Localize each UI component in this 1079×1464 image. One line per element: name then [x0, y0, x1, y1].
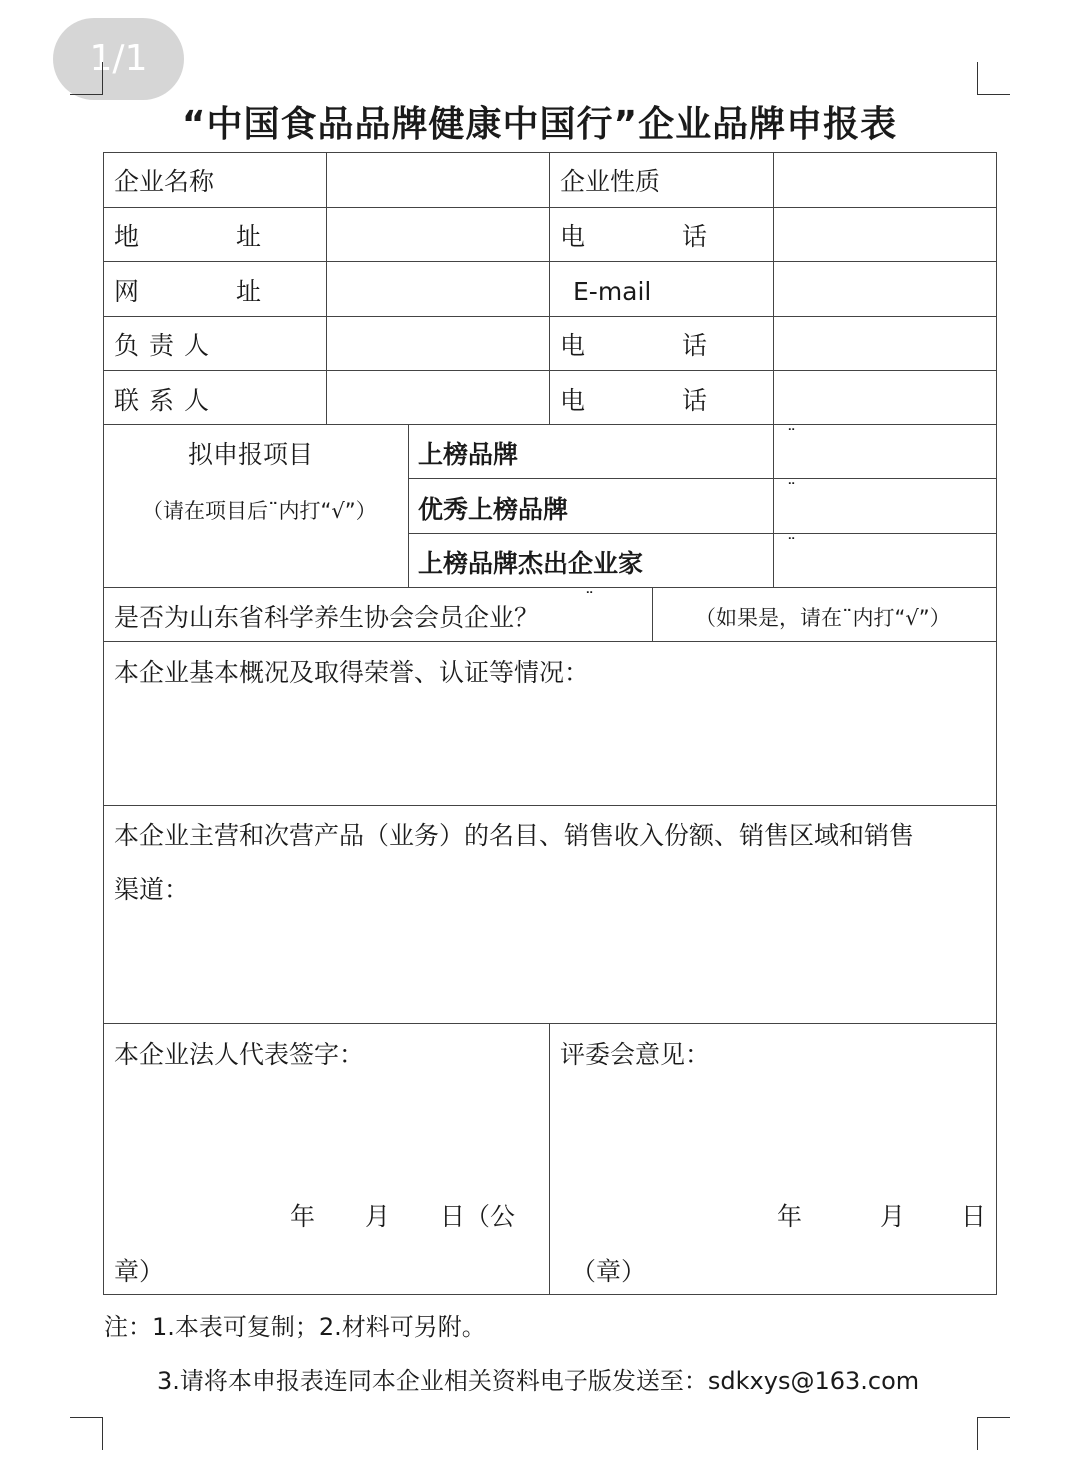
- crop-mark-top-left: [70, 62, 103, 95]
- crop-mark-bottom-left: [70, 1417, 103, 1450]
- committee-date-year: 年: [777, 1202, 803, 1231]
- company-type-label: 企业性质: [560, 167, 661, 196]
- person-in-charge-field[interactable]: [327, 317, 548, 369]
- row-divider: [103, 424, 997, 425]
- legal-seal-label: 章）: [114, 1257, 165, 1286]
- legal-date-line: 年 月 日（公: [290, 1202, 516, 1231]
- overview-label: 本企业基本概况及取得荣誉、认证等情况：: [114, 658, 590, 687]
- project-option-label: 上榜品牌杰出企业家: [418, 549, 644, 578]
- project-checkbox[interactable]: ¨: [787, 535, 796, 556]
- row-divider: [408, 478, 997, 479]
- column-divider: [652, 587, 653, 641]
- row-divider: [103, 805, 997, 806]
- membership-checkbox[interactable]: ¨: [585, 589, 594, 610]
- footnote-2: 3.请将本申报表连同本企业相关资料电子版发送至：sdkxys@163.com: [157, 1367, 920, 1395]
- email-label: E-mail: [573, 277, 652, 306]
- phone-label: 电 话: [560, 386, 744, 415]
- project-option-label: 优秀上榜品牌: [418, 495, 569, 524]
- company-name-field[interactable]: [327, 153, 548, 206]
- membership-question: 是否为山东省科学养生协会会员企业？: [114, 603, 540, 632]
- overview-field[interactable]: [104, 695, 995, 803]
- projects-instruction: （请在项目后¨内打“√”）: [142, 499, 377, 523]
- committee-opinion-field[interactable]: [551, 1075, 995, 1195]
- column-divider: [549, 1023, 550, 1294]
- membership-note: （如果是，请在¨内打“√”）: [695, 606, 951, 630]
- company-name-label: 企业名称: [114, 167, 215, 196]
- address-label: 地 址: [114, 222, 298, 251]
- address-field[interactable]: [327, 208, 548, 260]
- table-border-right: [996, 152, 997, 1294]
- column-divider: [408, 424, 409, 587]
- row-divider: [408, 533, 997, 534]
- person-in-charge-phone-field[interactable]: [774, 317, 995, 369]
- contact-field[interactable]: [327, 371, 548, 423]
- footnote-1: 注：1.本表可复制；2.材料可另附。: [104, 1313, 486, 1341]
- contact-label: 联系人: [114, 386, 220, 415]
- phone-label: 电 话: [560, 331, 744, 360]
- committee-date-month: 月: [880, 1202, 906, 1231]
- products-label: 本企业主营和次营产品（业务）的名目、销售收入份额、销售区域和销售: [114, 821, 915, 850]
- website-label: 网 址: [114, 277, 298, 306]
- phone-field[interactable]: [774, 208, 995, 260]
- projects-label: 拟申报项目: [188, 440, 314, 469]
- page-indicator[interactable]: 1/1: [53, 18, 184, 100]
- legal-representative-signature-label: 本企业法人代表签字：: [114, 1040, 365, 1069]
- row-divider: [103, 641, 997, 642]
- crop-mark-top-right: [977, 62, 1010, 95]
- website-field[interactable]: [327, 262, 548, 315]
- row-divider: [103, 587, 997, 588]
- committee-seal-label: （章）: [571, 1257, 647, 1286]
- crop-mark-bottom-right: [977, 1417, 1010, 1450]
- committee-date-day: 日: [961, 1202, 987, 1231]
- legal-representative-signature-field[interactable]: [104, 1075, 547, 1195]
- form-title: “中国食品品牌健康中国行”企业品牌申报表: [181, 104, 898, 145]
- contact-phone-field[interactable]: [774, 371, 995, 423]
- phone-label: 电 话: [560, 222, 744, 251]
- company-type-field[interactable]: [774, 153, 995, 206]
- project-checkbox[interactable]: ¨: [787, 480, 796, 501]
- email-field[interactable]: [774, 262, 995, 315]
- project-checkbox[interactable]: ¨: [787, 426, 796, 447]
- row-divider: [103, 1023, 997, 1024]
- person-in-charge-label: 负责人: [114, 331, 220, 360]
- project-option-label: 上榜品牌: [418, 440, 519, 469]
- column-divider: [549, 152, 550, 424]
- products-label-continued: 渠道：: [114, 875, 190, 904]
- table-border-bottom: [103, 1294, 997, 1295]
- committee-opinion-label: 评委会意见：: [560, 1040, 711, 1069]
- products-field[interactable]: [104, 910, 995, 1021]
